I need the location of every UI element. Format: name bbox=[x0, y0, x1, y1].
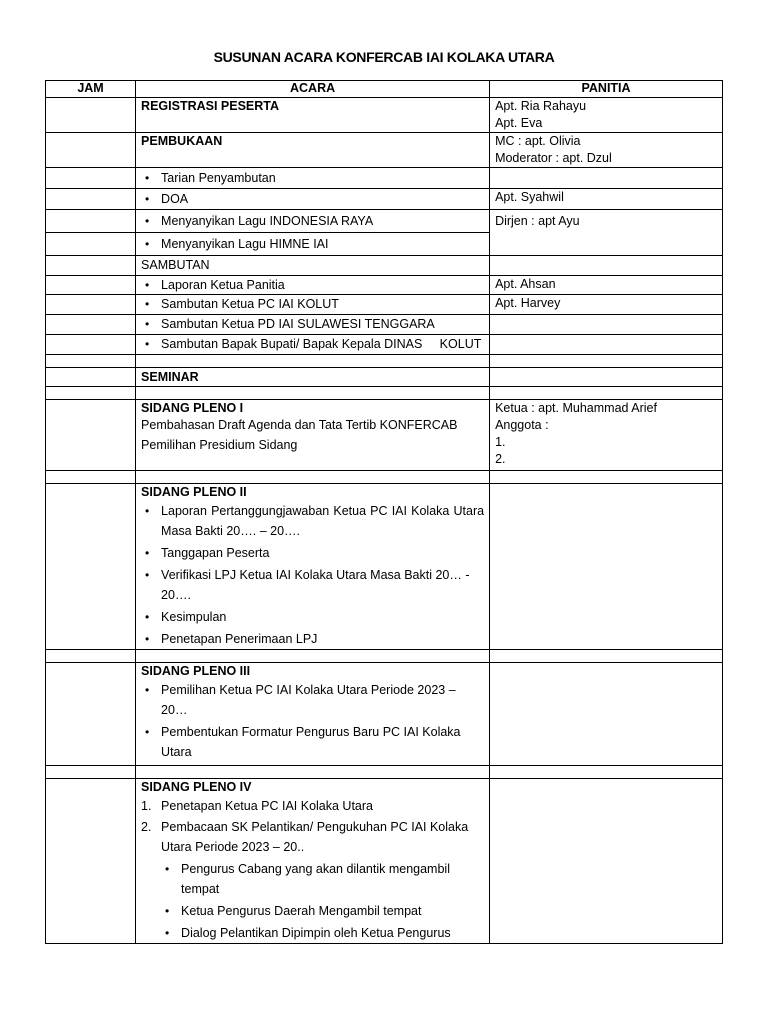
panitia-sambutan-item: Apt. Harvey bbox=[490, 295, 723, 315]
acara-sambutan-item bbox=[136, 315, 490, 335]
jam-cell bbox=[46, 484, 136, 650]
acara-pleno2 bbox=[136, 484, 490, 650]
acara-tarian bbox=[136, 168, 490, 189]
acara-sambutan-item bbox=[136, 295, 490, 315]
acara-pleno1 bbox=[136, 400, 490, 471]
section-title: SIDANG PLENO IV bbox=[141, 780, 252, 794]
spacer-row bbox=[46, 471, 723, 484]
jam-cell bbox=[46, 663, 136, 766]
jam-cell bbox=[46, 210, 136, 233]
panitia-name: Anggota : bbox=[495, 418, 549, 432]
panitia-cell bbox=[490, 484, 723, 650]
panitia-sambutan-item bbox=[490, 315, 723, 335]
acara-indonesia-raya bbox=[136, 210, 490, 233]
jam-cell bbox=[46, 276, 136, 295]
text-line: Pembahasan Draft Agenda dan Tata Tertib KONFERCAB bbox=[141, 418, 458, 432]
list-item: • Ketua Pengurus Daerah Mengambil tempat bbox=[181, 901, 484, 921]
acara-pembukaan: PEMBUKAAN bbox=[136, 133, 490, 168]
list-item: • Sambutan Ketua PC IAI KOLUT bbox=[161, 295, 484, 314]
list-item: • Sambutan Bapak Bupati/ Bapak Kepala DINAS KOLUT bbox=[161, 335, 484, 354]
table-row bbox=[46, 168, 723, 189]
list-item: • Menyanyikan Lagu INDONESIA RAYA bbox=[161, 210, 484, 232]
section-title: SIDANG PLENO II bbox=[141, 485, 247, 499]
section-title: SIDANG PLENO III bbox=[141, 664, 251, 678]
acara-seminar: SEMINAR bbox=[136, 368, 490, 387]
table-row bbox=[46, 663, 723, 766]
panitia-sambutan-item bbox=[490, 335, 723, 355]
table-row bbox=[46, 368, 723, 387]
acara-himne bbox=[136, 233, 490, 256]
table-row bbox=[46, 133, 723, 168]
list-item: • Pengurus Cabang yang akan dilantik mengambil tempat bbox=[181, 859, 484, 899]
table-row bbox=[46, 315, 723, 335]
list-item: • Tanggapan Peserta bbox=[161, 543, 484, 563]
spacer-row bbox=[46, 387, 723, 400]
table-row bbox=[46, 256, 723, 276]
table-row bbox=[46, 779, 723, 944]
panitia-cell bbox=[490, 779, 723, 944]
numbered-item bbox=[141, 796, 484, 816]
header-row bbox=[46, 81, 723, 98]
item-number: 1. bbox=[141, 799, 152, 813]
list-item: • Menyanyikan Lagu HIMNE IAI bbox=[161, 233, 484, 255]
jam-cell bbox=[46, 98, 136, 133]
header-panitia: PANITIA bbox=[490, 81, 723, 98]
numbered-item bbox=[141, 817, 484, 857]
text-line: Pemilihan Presidium Sidang bbox=[141, 438, 298, 452]
table-row bbox=[46, 484, 723, 650]
jam-cell bbox=[46, 233, 136, 256]
jam-cell bbox=[46, 295, 136, 315]
list-item: • Pembentukan Formatur Pengurus Baru PC IAI Kolaka Utara bbox=[161, 722, 484, 762]
jam-cell bbox=[46, 315, 136, 335]
list-item: • Dialog Pelantikan Dipimpin oleh Ketua Pengurus bbox=[181, 923, 484, 943]
panitia-cell bbox=[490, 368, 723, 387]
page-title: SUSUNAN ACARA KONFERCAB IAI KOLAKA UTARA bbox=[213, 49, 555, 65]
acara-sambutan-item bbox=[136, 276, 490, 295]
table-row bbox=[46, 276, 723, 295]
item-text: Pembacaan SK Pelantikan/ Pengukuhan PC IAI Kolaka Utara Periode 2023 – 20.. bbox=[161, 820, 469, 854]
spacer-row bbox=[46, 766, 723, 779]
jam-cell bbox=[46, 400, 136, 471]
list-item: • Pemilihan Ketua PC IAI Kolaka Utara Periode 2023 – 20… bbox=[161, 680, 484, 720]
list-item: • Kesimpulan bbox=[161, 607, 484, 627]
list-item: • Laporan Ketua Panitia bbox=[161, 276, 484, 294]
header-jam: JAM bbox=[46, 81, 136, 98]
panitia-indonesia-raya: Dirjen : apt Ayu bbox=[490, 210, 723, 256]
table-row bbox=[46, 210, 723, 233]
table-row bbox=[46, 295, 723, 315]
acara-sambutan-item bbox=[136, 335, 490, 355]
table-row bbox=[46, 98, 723, 133]
schedule-table bbox=[45, 80, 723, 944]
jam-cell bbox=[46, 335, 136, 355]
panitia-name: 1. bbox=[495, 435, 506, 449]
acara-sambutan: SAMBUTAN bbox=[136, 256, 490, 276]
jam-cell bbox=[46, 168, 136, 189]
panitia-pembukaan bbox=[490, 133, 723, 168]
spacer-row bbox=[46, 650, 723, 663]
list-item: • Verifikasi LPJ Ketua IAI Kolaka Utara Masa Bakti 20… - 20…. bbox=[161, 565, 484, 605]
panitia-sambutan-item: Apt. Ahsan bbox=[490, 276, 723, 295]
list-item: • Penetapan Penerimaan LPJ bbox=[161, 629, 484, 649]
acara-pleno4 bbox=[136, 779, 490, 944]
item-number: 2. bbox=[141, 820, 152, 834]
jam-cell bbox=[46, 256, 136, 276]
acara-doa bbox=[136, 189, 490, 210]
jam-cell bbox=[46, 189, 136, 210]
list-item: • Sambutan Ketua PD IAI SULAWESI TENGGARA bbox=[161, 315, 484, 334]
panitia-cell bbox=[490, 663, 723, 766]
list-item: • DOA bbox=[161, 189, 484, 209]
table-row bbox=[46, 189, 723, 210]
panitia-registrasi bbox=[490, 98, 723, 133]
acara-registrasi: REGISTRASI PESERTA bbox=[136, 98, 490, 133]
table-row bbox=[46, 335, 723, 355]
item-text: Penetapan Ketua PC IAI Kolaka Utara bbox=[161, 799, 373, 813]
section-title: SIDANG PLENO I bbox=[141, 401, 244, 415]
panitia-name: Moderator : apt. Dzul bbox=[495, 151, 612, 165]
panitia-pleno1 bbox=[490, 400, 723, 471]
jam-cell bbox=[46, 779, 136, 944]
jam-cell bbox=[46, 133, 136, 168]
panitia-cell bbox=[490, 168, 723, 189]
panitia-name: MC : apt. Olivia bbox=[495, 134, 581, 148]
spacer-row bbox=[46, 355, 723, 368]
table-row bbox=[46, 400, 723, 471]
panitia-name: Ketua : apt. Muhammad Arief bbox=[495, 401, 657, 415]
panitia-doa: Apt. Syahwil bbox=[490, 189, 723, 210]
panitia-name: 2. bbox=[495, 452, 506, 466]
header-acara: ACARA bbox=[136, 81, 490, 98]
jam-cell bbox=[46, 368, 136, 387]
acara-pleno3 bbox=[136, 663, 490, 766]
panitia-name: Apt. Eva bbox=[495, 116, 543, 130]
list-item: • Laporan Pertanggungjawaban Ketua PC IAI Kolaka Utara Masa Bakti 20…. – 20…. bbox=[161, 501, 484, 541]
panitia-cell bbox=[490, 256, 723, 276]
panitia-name: Apt. Ria Rahayu bbox=[495, 99, 587, 113]
list-item: • Tarian Penyambutan bbox=[161, 168, 484, 188]
